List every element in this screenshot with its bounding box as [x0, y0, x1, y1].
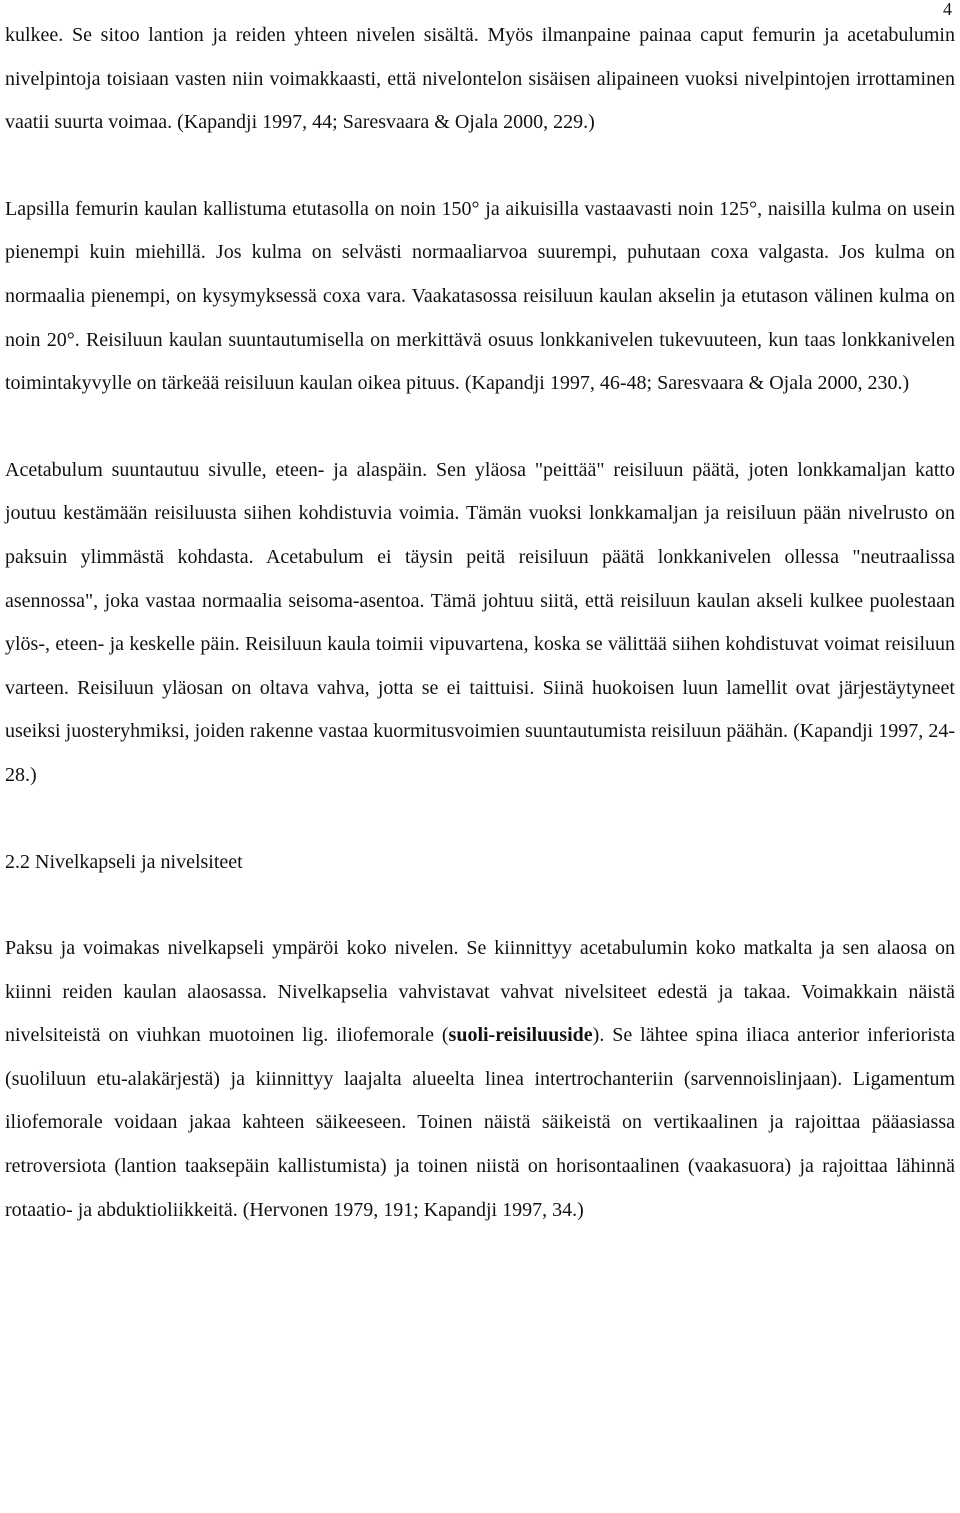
- paragraph-joint-capsule-end: ). Se lähtee spina iliaca anterior inferiorista (suoliluun etu-alakärjestä) ja kiinnittyy laajalta alueelta linea intertrochanteriin (sarvennoislinjaan). Ligamentum iliofemorale voidaan jakaa kahteen säikeeseen. Toinen näistä säikeistä on vertikaalinen ja rajoittaa pääasiassa retroversiota (lantion taaksepäin kallistumista) ja toinen niistä on horisontaalinen (vaakasuora) ja rajoittaa lähinnä rotaatio- ja abduktioliikkeitä. (Hervonen 1979, 191; Kapandji 1997, 34.): [5, 1024, 956, 1221]
- paragraph-joint-capsule-start: Paksu ja voimakas nivelkapseli ympäröi koko nivelen. Se kiinnittyy acetabulumin koko matkalta ja sen alaosa on kiinni reiden kaulan alaosassa. Nivelkapselia vahvistavat vahvat nivelsiteet edestä ja takaa. Voimakkain näistä nivelsiteistä on viuhkan muotoinen lig. iliofemorale (: [5, 937, 955, 1047]
- bold-term-suoli-reisiluuside: suoli-reisiluuside: [448, 1024, 593, 1047]
- paragraph-femur-neck-angle: Lapsilla femurin kaulan kallistuma etutasolla on noin 150° ja aikuisilla vastaavasti noin 125°, naisilla kulma on usein pienempi kuin miehillä. Jos kulma on selvästi normaaliarvoa suurempi, puhutaan coxa valgasta. Jos kulma on normaalia pienempi, on kysymyksessä coxa vara. Vaakatasossa reisiluun kaulan akselin ja etutason välinen kulma on noin 20°. Reisiluun kaulan suuntautumisella on merkittävä osuus lonkkanivelen tukevuuteen, kun taas lonkkanivelen toimintakyvylle on tärkeää reisiluun kaulan oikea pituus. (Kapandji 1997, 46-48; Saresvaara & Ojala 2000, 230.): [5, 197, 955, 395]
- paragraph-acetabulum-orientation: Acetabulum suuntautuu sivulle, eteen- ja alaspäin. Sen yläosa "peittää" reisiluun päätä, joten lonkkamaljan katto joutuu kestämään reisiluusta siihen kohdistuvia voimia. Tämän vuoksi lonkkamaljan ja reisiluun pään nivelrusto on paksuin ylimmästä kohdasta. Acetabulum ei täysin peitä reisiluun päätä lonkkanivelen ollessa "neutraalissa asennossa", joka vastaa normaalia seisoma-asentoa. Tämä johtuu siitä, että reisiluun kaulan akseli kulkee puolestaan ylös-, eteen- ja keskelle päin. Reisiluun kaula toimii vipuvartena, koska se välittää siihen kohdistuvat voimat reisiluun varteen. Reisiluun yläosan on oltava vahva, jotta se ei taittuisi. Siinä huokoisen luun lamellit ovat järjestäytyneet useiksi juosteryhmiksi, joiden rakenne vastaa kuormitusvoimien suuntautumista reisiluun päähän. (Kapandji 1997, 24-28.): [5, 458, 955, 786]
- paragraph-joint-capsule: [5, 927, 955, 1232]
- section-heading: 2.2 Nivelkapseli ja nivelsiteet: [5, 850, 243, 873]
- document-body: [5, 14, 955, 1232]
- page-number: 4: [943, 0, 952, 19]
- paragraph-hip-ligament-pressure: kulkee. Se sitoo lantion ja reiden yhteen nivelen sisältä. Myös ilmanpaine painaa caput femurin ja acetabulumin nivelpintoja toisiaan vasten niin voimakkaasti, että nivelontelon sisäisen alipaineen vuoksi nivelpintojen irrottaminen vaatii suurta voimaa. (Kapandji 1997, 44; Saresvaara & Ojala 2000, 229.): [5, 24, 955, 134]
